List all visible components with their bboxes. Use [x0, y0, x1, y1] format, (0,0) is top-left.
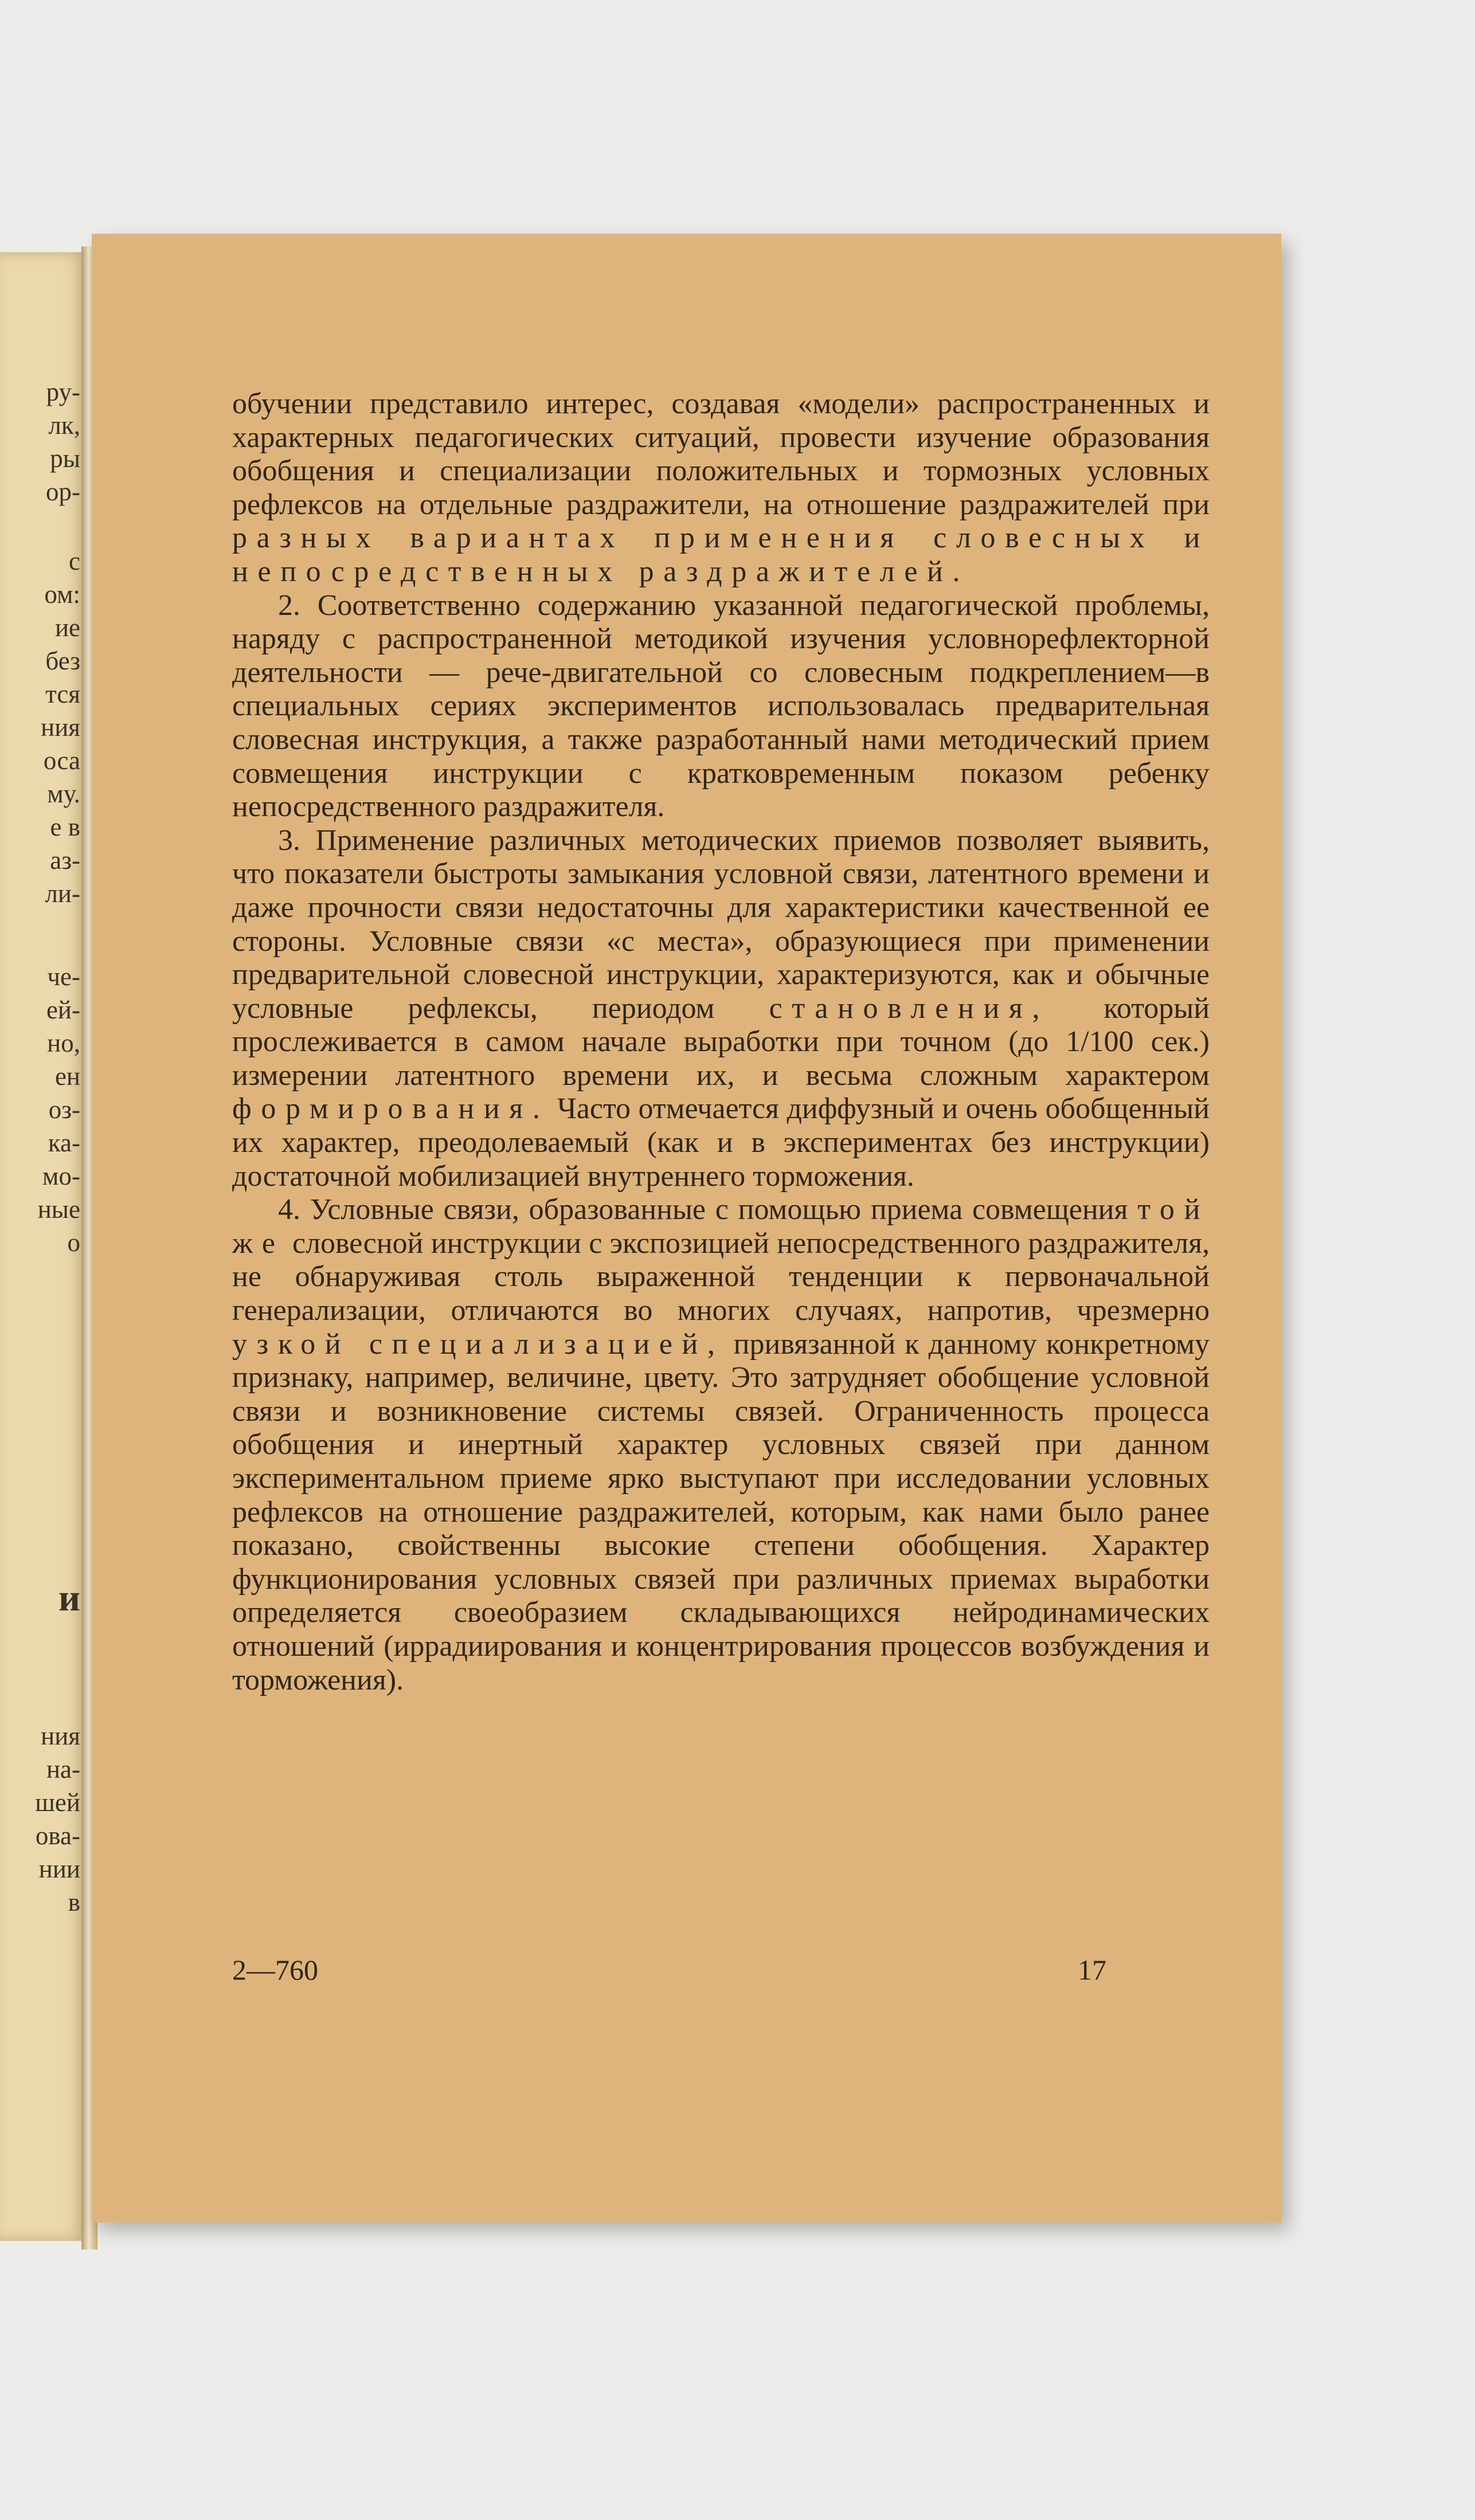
facing-page-fragment: оса: [43, 746, 80, 775]
paragraph-3: 3. Применение различных методических приемов позволяет выявить, что показатели быстроты замыкания условной связи, латентного времени и даже прочности связи недостаточны для характеристики качественной ее стороны. Условные связи «с места», образующиеся при применении предварительной словесной инструкции, характеризуются, как и обычные условные рефлексы, периодом становления, который прослеживается в самом начале выработки при точном (до 1/100 сек.) измерении латентного времени их, и весьма сложным характером формирования. Часто отмечается диффузный и очень обобщенный их характер, преодолеваемый (как и в экспериментах без инструкции) достаточной мобилизацией внутреннего торможения.: [232, 824, 1210, 1193]
facing-page-fragment: ка-: [48, 1128, 80, 1157]
body-text: [232, 387, 1210, 1697]
spaced-emphasis: разных вариантах применения словесных и непосредственных раздражителей.: [232, 522, 1210, 588]
facing-page-fragment: ры: [50, 444, 80, 473]
facing-page-fragment: ен: [54, 1062, 80, 1091]
facing-page-fragment: ом:: [44, 580, 80, 609]
printer-signature-mark: 2—760: [232, 1954, 318, 1986]
page-number: 17: [1078, 1954, 1106, 1986]
facing-page-fragment: на-: [46, 1755, 80, 1784]
facing-page-fragment: в: [68, 1888, 80, 1917]
spaced-emphasis: той же: [232, 1193, 1210, 1260]
spaced-emphasis: узкой специализацией,: [232, 1327, 725, 1361]
facing-page-fragment: но,: [47, 1029, 80, 1057]
facing-page-fragment: ли-: [45, 879, 80, 908]
facing-page-fragment: о: [67, 1228, 80, 1257]
facing-page: [0, 252, 86, 2241]
facing-page-heading-fragment: и: [58, 1577, 80, 1619]
facing-page-fragment: аз-: [50, 846, 80, 875]
facing-page-fragment: ру-: [46, 378, 80, 406]
spaced-emphasis: формирования.: [232, 1092, 550, 1126]
paragraph-4: 4. Условные связи, образованные с помощью приема совмещения той же словесной инструкции с экспозицией непосредственного раздражителя, не обнаруживая столь выраженной тенденции к первоначальной генерализации, отличаются во многих случаях, напротив, чрезмерно узкой специализацией, привязанной к данному конкретному признаку, например, величине, цвету. Это затрудняет обобщение условной связи и возникновение системы связей. Ограниченность процесса обобщения и инертный характер условных связей при данном экспериментальном приеме ярко выступают при исследовании условных рефлексов на отношение раздражителей, которым, как нами было ранее показано, свойственны высокие степени обобщения. Характер функционирования условных связей при различных приемах выработки определяется своеобразием складывающихся нейродинамических отношений (иррадиирования и концентрирования процессов возбуждения и торможения).: [232, 1193, 1210, 1696]
facing-page-fragment: ор-: [46, 477, 80, 506]
facing-page-fragment: ей-: [46, 996, 80, 1024]
book-page: [92, 234, 1281, 2223]
facing-page-fragment: ова-: [35, 1821, 80, 1850]
paragraph-1: обучении представило интерес, создавая «модели» распространенных и характерных педагогических ситуаций, провести изучение образования обобщения и специализации положительных и тормозных условных рефлексов на отдельные раздражители, на отношение раздражителей при разных вариантах применения словесных и непосредственных раздражителей.: [232, 387, 1210, 588]
facing-page-fragment: че-: [47, 962, 80, 991]
spaced-emphasis: становления,: [769, 991, 1050, 1025]
facing-page-fragment: ния: [41, 1722, 80, 1750]
facing-page-fragment: оз-: [48, 1095, 80, 1124]
facing-page-fragment: тся: [45, 680, 80, 708]
facing-page-fragment: нии: [38, 1855, 80, 1883]
facing-page-fragment: му.: [47, 779, 80, 808]
facing-page-fragment: е в: [50, 813, 80, 841]
facing-page-fragment: ния: [41, 713, 80, 742]
facing-page-fragment: шей: [35, 1788, 80, 1817]
facing-page-fragment: ные: [37, 1195, 80, 1224]
facing-page-fragment: мо-: [42, 1162, 80, 1190]
facing-page-fragment: без: [45, 646, 80, 675]
paragraph-2: 2. Соответственно содержанию указанной педагогической проблемы, наряду с распространенной методикой изучения условнорефлекторной деятельности — рече-двигательной со словесным подкреплением—в специальных сериях экспериментов использовалась предварительная словесная инструкция, а также разработанный нами методический прием совмещения инструкции с кратковременным показом ребенку непосредственного раздражителя.: [232, 589, 1210, 824]
facing-page-fragment: лк,: [48, 411, 80, 440]
facing-page-fragment: с: [69, 547, 80, 575]
facing-page-fragment: ие: [54, 613, 80, 642]
